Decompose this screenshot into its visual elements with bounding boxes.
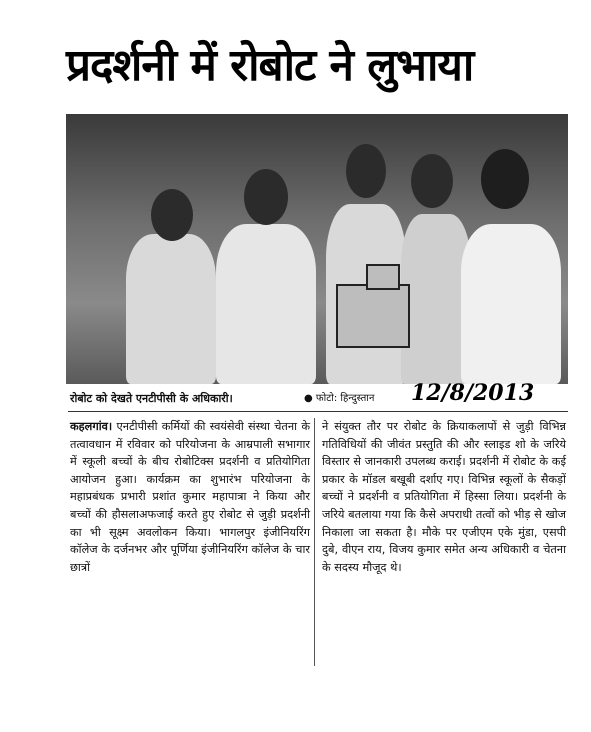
person-figure (126, 234, 216, 384)
person-head (151, 189, 193, 241)
photo-caption: रोबोट को देखते एनटीपीसी के अधिकारी। (70, 392, 233, 405)
headline: प्रदर्शनी में रोबोट ने लुभाया (66, 40, 474, 91)
handwritten-date: 12/8/2013 (411, 380, 535, 406)
person-head (481, 149, 529, 209)
person-figure (216, 224, 316, 384)
person-figure (461, 224, 561, 384)
person-head (411, 154, 453, 208)
dateline: कहलगांव। (70, 420, 113, 433)
news-photo (66, 114, 568, 384)
caption-row (66, 380, 568, 410)
robot-model-top (366, 264, 400, 290)
caption-rule (68, 411, 568, 412)
person-head (244, 169, 288, 225)
article-column-left (70, 418, 310, 576)
photo-credit: ● फोटो: हिन्दुस्तान (304, 393, 375, 404)
article-body-right: ने संयुक्त तौर पर रोबोट के क्रियाकलापों से जुड़ी विभिन्न गतिविधियों की जीवंत प्रस्तुति की और स्लाइड शो के जरिये विस्तार से जानकारी उपलब्ध कराई। प्रदर्शनी में रोबोट के कई प्रकार के मॉडल बखूबी दर्शाए गए। विभिन्न स्कूलों के सैकड़ों बच्चों ने प्रदर्शनी व प्रतियोगिता में हिस्सा लिया। प्रदर्शनी के जरिये बतलाया गया कि कैसे अपराधी तत्वों को भीड़ से खोज निकाला जा सकता है। मौके पर एजीएम एके मुंडा, एसपी दुबे, वीएन राय, विजय कुमार समेत अन्य अधिकारी व चेतना के सदस्य मौजूद थे। (322, 420, 566, 574)
newspaper-clipping (56, 30, 571, 670)
person-head (346, 144, 386, 198)
robot-model (336, 284, 410, 348)
column-divider (314, 418, 315, 666)
article-column-right (322, 418, 566, 576)
article-body-left: एनटीपीसी कर्मियों की स्वयंसेवी संस्था चेतना के तत्वावधान में रविवार को परियोजना के आम्रपाली सभागार में स्कूली बच्चों के बीच रोबोटिक्स प्रदर्शनी व प्रतियोगिता आयोजन हुआ। कार्यक्रम का शुभारंभ परियोजना के महाप्रबंधक प्रभारी प्रशांत कुमार महापात्रा ने किया और बच्चों की हौसलाअफजाई करते हुए रोबोट से जुड़ी प्रदर्शनी का भी सूक्ष्म अवलोकन किया। भागलपुर इंजीनियरिंग कॉलेज के दर्जनभर और पूर्णिया इंजीनियरिंग कॉलेज के चार छात्रों (70, 420, 310, 574)
